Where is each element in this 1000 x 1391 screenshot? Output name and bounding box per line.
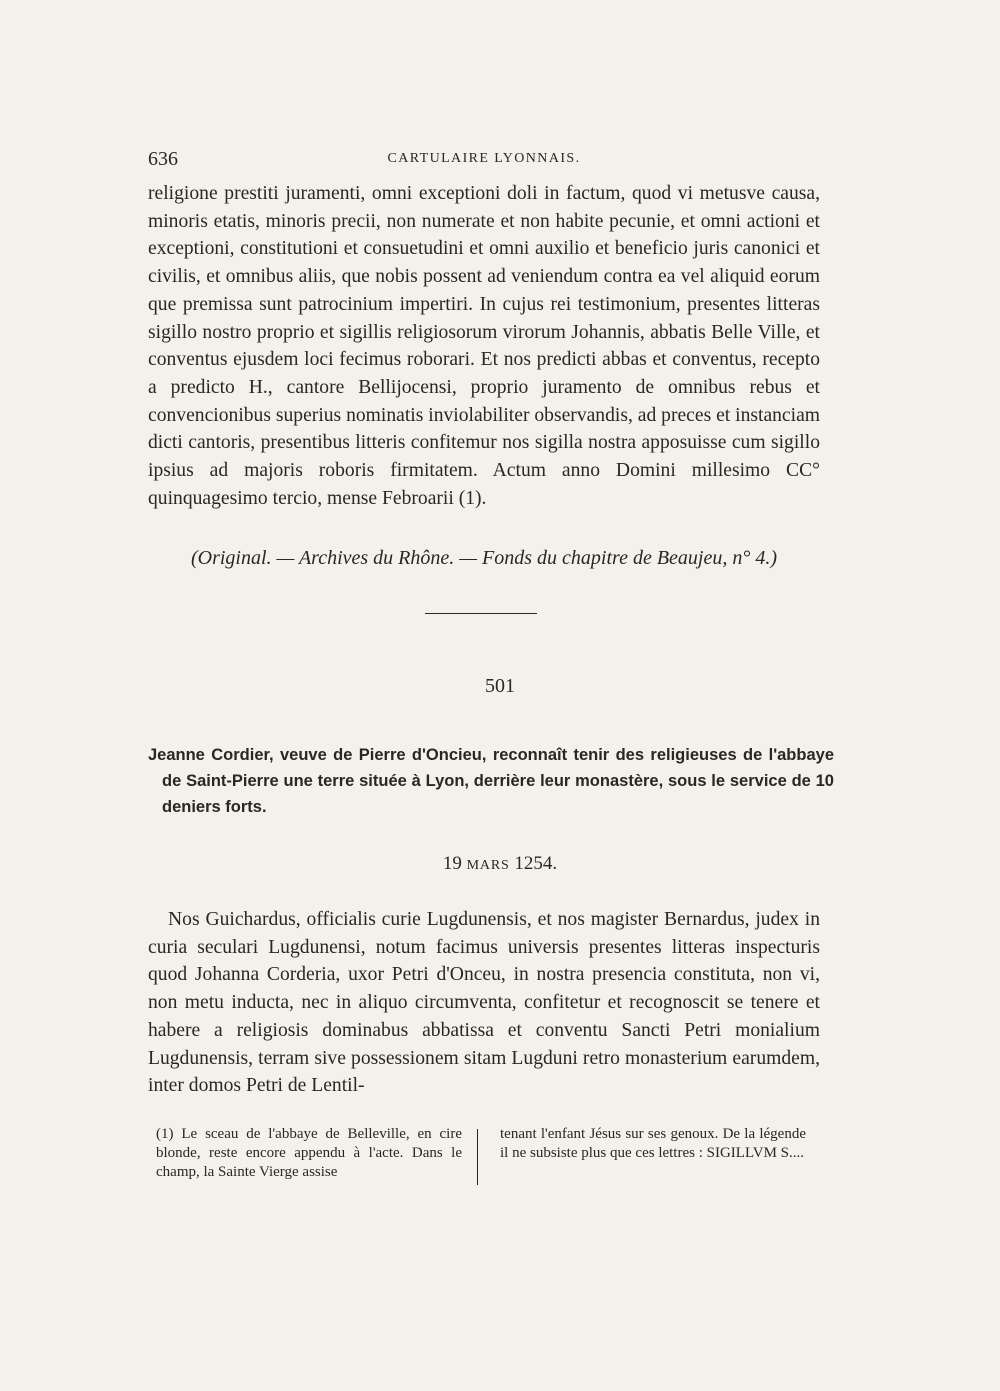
footnotes [148,1125,820,1185]
source-note: (Original. — Archives du Rhône. — Fonds du chapitre de Beaujeu, n° 4.) [190,547,778,569]
page-header [148,148,820,172]
document-number: 501 [485,675,515,697]
date-day: 19 [442,853,462,874]
footnote-column-separator [477,1129,478,1185]
document-date [0,853,1000,875]
document-text: Nos Guichardus, officialis curie Lugdunensis, et nos magister Bernardus, judex in curia seculari Lugdunensi, notum facimus universis presentes litteras inspecturis quod Johanna Corderia, uxor Petri d'Onceu, in nostra presencia constituta, non vi, non metu inducta, nec in aliquo circumventa, confitetur et recognoscit se tenere et habere a religiosis dominabus abbatissa et conventu Sancti Petri monialium Lugdunensis, terram sive possessionem sitam Lugduni retro monasterium earumdem, inter domos Petri de Lentil- [148,909,820,1097]
footnote-left: (1) Le sceau de l'abbaye de Belleville, en cire blonde, reste encore appendu à l'acte. Dans le champ, la Sainte Vierge assise [156,1126,462,1180]
footnote-right: tenant l'enfant Jésus sur ses genoux. De la légende il ne subsiste plus que ces lettres : SIGILLVM S.... [500,1126,806,1161]
document-summary: Jeanne Cordier, veuve de Pierre d'Oncieu, reconnaît tenir des religieuses de l'abbaye de Saint-Pierre une terre située à Lyon, derrière leur monastère, sous le service de 10 deniers forts. [148,746,834,816]
date-year: 1254. [514,853,558,874]
running-title: CARTULAIRE LYONNAIS. [387,151,581,166]
date-month: MARS [466,858,510,873]
page-number: 636 [148,148,178,170]
continuation-paragraph: religione prestiti juramenti, omni exceptioni doli in factum, quod vi metusve causa, minoris etatis, minoris precii, non numerate et non habite pecunie, et omni actioni et exceptioni, constitutioni et consuetudini et omni auxilio et beneficio juris canonici et civilis, et omnibus aliis, que nobis possent ad veniendum contra ea vel aliquid eorum que premissa sunt patrocinium impertiri. In cujus rei testimonium, presentes litteras sigillo nostro proprio et sigillis religiosorum virorum Johannis, abbatis Belle Ville, et conventus ejusdem loci fecimus roborari. Et nos predicti abbas et conventus, recepto a predicto H., cantore Bellijocensi, proprio juramento de omnibus rebus et convencionibus superius nominatis inviolabiliter observandis, ad preces et instanciam dicti cantoris, presentibus litteris confitemur nos sigilla nostra apposuisse cum sigillo ipsius ad majoris roboris firmitatem. Actum anno Domini millesimo CC° quinquagesimo tercio, mense Febroarii (1). [148,183,821,509]
section-divider [425,613,537,614]
